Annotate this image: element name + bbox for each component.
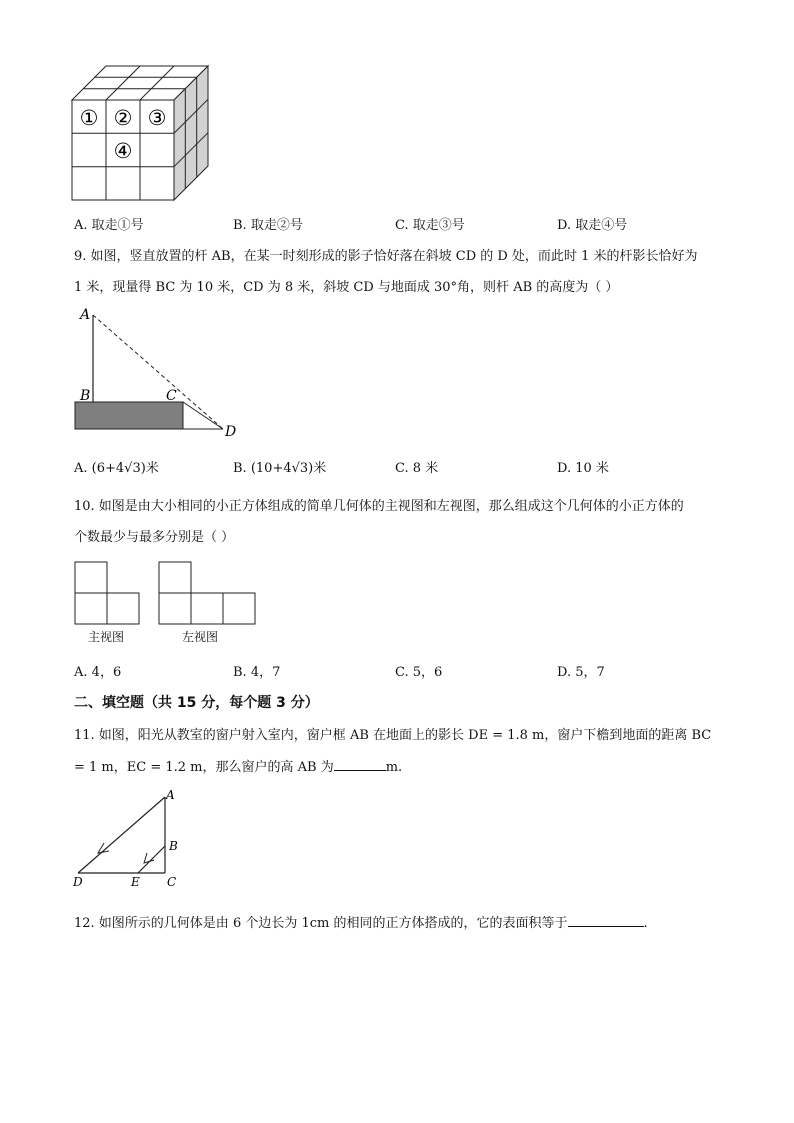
q11-text-line2 [74, 756, 402, 775]
q11-label-e: E [131, 875, 140, 889]
q8-cube-figure [68, 62, 213, 207]
q10-option-c[interactable]: C. 5，6 [395, 665, 443, 680]
q11-unit: m. [385, 760, 403, 775]
q8-option-c[interactable]: C. 取走③号 [395, 218, 465, 233]
section-2-title: 二、填空题（共 15 分，每个题 3 分） [74, 695, 319, 711]
q9-text-line2: 1 米，现量得 BC 为 10 米，CD 为 8 米，斜坡 CD 与地面成 30°角，则杆 AB 的高度为（ ） [74, 280, 619, 295]
q11-figure [68, 783, 188, 893]
q10-option-a[interactable]: A. 4，6 [74, 665, 122, 680]
q11-label-a: A [166, 788, 175, 802]
q10-caption-left: 左视图 [182, 630, 219, 644]
q9-label-a: A [80, 307, 91, 323]
q10-option-b[interactable]: B. 4，7 [233, 665, 281, 680]
cube-label-3: ③ [147, 106, 167, 130]
q12-text-line1 [74, 912, 648, 931]
q9-option-b[interactable]: B. (10+4√3)米 [233, 461, 327, 476]
q11-label-b: B [169, 839, 178, 853]
q9-label-d: D [225, 424, 237, 438]
q12-answer-blank[interactable] [568, 914, 644, 927]
q9-option-a[interactable]: A. (6+4√3)米 [74, 461, 159, 476]
q9-option-c[interactable]: C. 8 米 [395, 461, 439, 476]
q9-figure [70, 303, 250, 438]
q8-option-a[interactable]: A. 取走①号 [74, 218, 144, 233]
q9-label-c: C [166, 388, 177, 404]
q10-caption-front: 主视图 [88, 630, 125, 644]
q8-option-d[interactable]: D. 取走④号 [557, 218, 628, 233]
q12-text: 12. 如图所示的几何体是由 6 个边长为 1cm 的相同的正方体搭成的，它的表面积等于 [74, 916, 568, 931]
q9-text-line1: 9. 如图，竖直放置的杆 AB，在某一时刻形成的影子恰好落在斜坡 CD 的 D 处，而此时 1 米的杆影长恰好为 [74, 249, 698, 264]
q12-end: . [643, 916, 648, 931]
q11-text-line1: 11. 如图，阳光从教室的窗户射入室内，窗户框 AB 在地面上的影长 DE = 1.8 m，窗户下檐到地面的距离 BC [74, 728, 712, 743]
q11-label-d: D [73, 875, 83, 889]
cube-label-1: ① [79, 106, 99, 130]
q10-text-line1: 10. 如图是由大小相同的小正方体组成的简单几何体的主视图和左视图，那么组成这个几何体的小正方体的 [74, 499, 684, 514]
q9-option-d[interactable]: D. 10 米 [557, 461, 609, 476]
cube-label-2: ② [113, 106, 133, 130]
q10-left-view [156, 560, 261, 626]
q10-text-line2: 个数最少与最多分别是（ ） [74, 530, 235, 545]
q11-answer-blank[interactable] [334, 758, 386, 771]
q11-label-c: C [167, 875, 177, 889]
q11-text-line2-a: = 1 m，EC = 1.2 m，那么窗户的高 AB 为 [74, 760, 334, 775]
cube-label-4: ④ [113, 139, 133, 163]
q10-option-d[interactable]: D. 5，7 [557, 665, 605, 680]
q9-label-b: B [80, 388, 91, 404]
q8-option-b[interactable]: B. 取走②号 [233, 218, 303, 233]
q10-front-view [72, 560, 144, 626]
